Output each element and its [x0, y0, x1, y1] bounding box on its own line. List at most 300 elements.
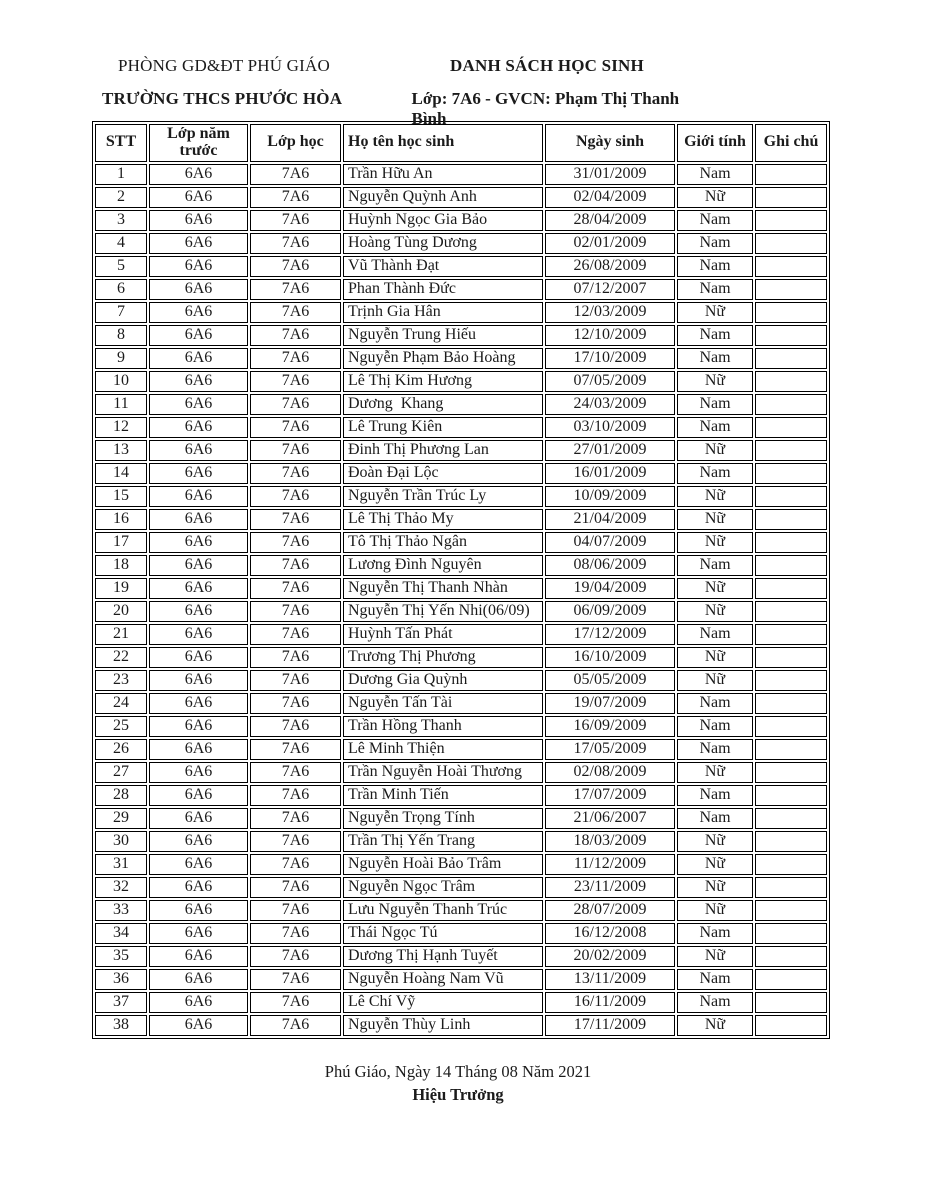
cell-current-class: 7A6 [250, 716, 341, 737]
cell-prev-class: 6A6 [149, 923, 248, 944]
cell-stt: 6 [95, 279, 147, 300]
column-header-note: Ghi chú [755, 124, 827, 162]
cell-gender: Nam [677, 233, 753, 254]
cell-note [755, 486, 827, 507]
cell-student-name: Nguyễn Thị Yến Nhi(06/09) [343, 601, 543, 622]
cell-note [755, 256, 827, 277]
cell-gender: Nữ [677, 877, 753, 898]
table-row [95, 187, 827, 208]
cell-prev-class: 6A6 [149, 854, 248, 875]
cell-prev-class: 6A6 [149, 187, 248, 208]
cell-stt: 3 [95, 210, 147, 231]
cell-current-class: 7A6 [250, 946, 341, 967]
table-row [95, 716, 827, 737]
table-row [95, 1015, 827, 1036]
column-header-stt: STT [95, 124, 147, 162]
cell-student-name: Lê Chí Vỹ [343, 992, 543, 1013]
cell-current-class: 7A6 [250, 647, 341, 668]
cell-student-name: Vũ Thành Đạt [343, 256, 543, 277]
cell-note [755, 670, 827, 691]
cell-birth-date: 17/05/2009 [545, 739, 675, 760]
cell-current-class: 7A6 [250, 187, 341, 208]
cell-gender: Nữ [677, 509, 753, 530]
cell-stt: 17 [95, 532, 147, 553]
table-row [95, 302, 827, 323]
cell-prev-class: 6A6 [149, 256, 248, 277]
cell-gender: Nữ [677, 302, 753, 323]
cell-birth-date: 02/04/2009 [545, 187, 675, 208]
cell-note [755, 647, 827, 668]
class-and-teacher: Lớp: 7A6 - GVCN: Phạm Thị Thanh Bình [411, 89, 680, 128]
cell-current-class: 7A6 [250, 578, 341, 599]
cell-student-name: Lê Thị Kim Hương [343, 371, 543, 392]
cell-gender: Nữ [677, 532, 753, 553]
cell-gender: Nam [677, 923, 753, 944]
cell-current-class: 7A6 [250, 463, 341, 484]
cell-stt: 4 [95, 233, 147, 254]
table-row [95, 923, 827, 944]
cell-stt: 30 [95, 831, 147, 852]
cell-gender: Nam [677, 555, 753, 576]
cell-birth-date: 27/01/2009 [545, 440, 675, 461]
cell-student-name: Trần Minh Tiến [343, 785, 543, 806]
cell-stt: 23 [95, 670, 147, 691]
cell-birth-date: 11/12/2009 [545, 854, 675, 875]
cell-birth-date: 02/08/2009 [545, 762, 675, 783]
cell-note [755, 325, 827, 346]
table-row [95, 371, 827, 392]
cell-stt: 14 [95, 463, 147, 484]
cell-student-name: Lê Trung Kiên [343, 417, 543, 438]
cell-student-name: Nguyễn Trọng Tính [343, 808, 543, 829]
cell-birth-date: 17/11/2009 [545, 1015, 675, 1036]
table-row [95, 279, 827, 300]
cell-current-class: 7A6 [250, 555, 341, 576]
cell-gender: Nam [677, 716, 753, 737]
cell-gender: Nam [677, 325, 753, 346]
cell-stt: 27 [95, 762, 147, 783]
cell-student-name: Trần Hữu An [343, 164, 543, 185]
cell-prev-class: 6A6 [149, 739, 248, 760]
table-row [95, 854, 827, 875]
cell-gender: Nữ [677, 762, 753, 783]
cell-prev-class: 6A6 [149, 509, 248, 530]
cell-birth-date: 17/10/2009 [545, 348, 675, 369]
table-row [95, 624, 827, 645]
cell-prev-class: 6A6 [149, 808, 248, 829]
cell-current-class: 7A6 [250, 256, 341, 277]
cell-prev-class: 6A6 [149, 831, 248, 852]
cell-prev-class: 6A6 [149, 900, 248, 921]
cell-note [755, 210, 827, 231]
cell-current-class: 7A6 [250, 601, 341, 622]
cell-birth-date: 08/06/2009 [545, 555, 675, 576]
cell-prev-class: 6A6 [149, 394, 248, 415]
cell-stt: 26 [95, 739, 147, 760]
school-name: TRƯỜNG THCS PHƯỚC HÒA [102, 89, 343, 108]
cell-student-name: Trịnh Gia Hân [343, 302, 543, 323]
cell-prev-class: 6A6 [149, 1015, 248, 1036]
cell-birth-date: 16/12/2008 [545, 923, 675, 944]
table-row [95, 440, 827, 461]
cell-note [755, 348, 827, 369]
cell-student-name: Nguyễn Phạm Bảo Hoàng [343, 348, 543, 369]
cell-current-class: 7A6 [250, 762, 341, 783]
table-row [95, 486, 827, 507]
cell-student-name: Đoàn Đại Lộc [343, 463, 543, 484]
cell-prev-class: 6A6 [149, 601, 248, 622]
cell-prev-class: 6A6 [149, 302, 248, 323]
cell-birth-date: 28/07/2009 [545, 900, 675, 921]
cell-gender: Nữ [677, 854, 753, 875]
cell-stt: 12 [95, 417, 147, 438]
cell-prev-class: 6A6 [149, 532, 248, 553]
cell-student-name: Nguyễn Trần Trúc Ly [343, 486, 543, 507]
cell-gender: Nữ [677, 670, 753, 691]
cell-birth-date: 21/04/2009 [545, 509, 675, 530]
table-row [95, 762, 827, 783]
cell-note [755, 1015, 827, 1036]
cell-birth-date: 16/09/2009 [545, 716, 675, 737]
cell-stt: 37 [95, 992, 147, 1013]
cell-student-name: Nguyễn Tấn Tài [343, 693, 543, 714]
cell-current-class: 7A6 [250, 486, 341, 507]
cell-birth-date: 26/08/2009 [545, 256, 675, 277]
cell-prev-class: 6A6 [149, 371, 248, 392]
cell-birth-date: 04/07/2009 [545, 532, 675, 553]
cell-note [755, 716, 827, 737]
table-row [95, 647, 827, 668]
cell-stt: 32 [95, 877, 147, 898]
cell-gender: Nữ [677, 1015, 753, 1036]
cell-gender: Nam [677, 394, 753, 415]
cell-current-class: 7A6 [250, 900, 341, 921]
cell-note [755, 831, 827, 852]
cell-note [755, 417, 827, 438]
cell-prev-class: 6A6 [149, 210, 248, 231]
cell-prev-class: 6A6 [149, 647, 248, 668]
column-header-gender: Giới tính [677, 124, 753, 162]
cell-birth-date: 21/06/2007 [545, 808, 675, 829]
cell-prev-class: 6A6 [149, 693, 248, 714]
cell-current-class: 7A6 [250, 210, 341, 231]
cell-gender: Nam [677, 969, 753, 990]
cell-gender: Nam [677, 348, 753, 369]
cell-stt: 10 [95, 371, 147, 392]
cell-gender: Nam [677, 279, 753, 300]
cell-student-name: Huỳnh Ngọc Gia Bảo [343, 210, 543, 231]
cell-birth-date: 02/01/2009 [545, 233, 675, 254]
signer-title: Hiệu Trưởng [412, 1084, 504, 1104]
column-header-student-name: Họ tên học sinh [343, 124, 543, 162]
cell-current-class: 7A6 [250, 831, 341, 852]
cell-gender: Nữ [677, 371, 753, 392]
cell-stt: 29 [95, 808, 147, 829]
cell-prev-class: 6A6 [149, 463, 248, 484]
cell-stt: 36 [95, 969, 147, 990]
table-row [95, 946, 827, 967]
cell-gender: Nữ [677, 647, 753, 668]
cell-stt: 19 [95, 578, 147, 599]
table-header-row [95, 124, 827, 162]
cell-birth-date: 12/10/2009 [545, 325, 675, 346]
cell-note [755, 555, 827, 576]
cell-prev-class: 6A6 [149, 716, 248, 737]
cell-current-class: 7A6 [250, 854, 341, 875]
cell-gender: Nam [677, 739, 753, 760]
table-row [95, 693, 827, 714]
table-header [95, 124, 827, 162]
cell-current-class: 7A6 [250, 279, 341, 300]
cell-birth-date: 12/03/2009 [545, 302, 675, 323]
table-row [95, 417, 827, 438]
cell-stt: 8 [95, 325, 147, 346]
table-body [95, 164, 827, 1036]
cell-current-class: 7A6 [250, 877, 341, 898]
cell-note [755, 187, 827, 208]
cell-prev-class: 6A6 [149, 670, 248, 691]
cell-birth-date: 17/12/2009 [545, 624, 675, 645]
cell-birth-date: 13/11/2009 [545, 969, 675, 990]
cell-gender: Nữ [677, 831, 753, 852]
cell-student-name: Dương Thị Hạnh Tuyết [343, 946, 543, 967]
cell-birth-date: 17/07/2009 [545, 785, 675, 806]
cell-student-name: Nguyễn Thị Thanh Nhàn [343, 578, 543, 599]
table-row [95, 348, 827, 369]
cell-student-name: Dương Khang [343, 394, 543, 415]
cell-stt: 13 [95, 440, 147, 461]
cell-student-name: Thái Ngọc Tú [343, 923, 543, 944]
table-row [95, 877, 827, 898]
cell-note [755, 992, 827, 1013]
cell-current-class: 7A6 [250, 509, 341, 530]
cell-stt: 18 [95, 555, 147, 576]
cell-note [755, 279, 827, 300]
cell-note [755, 785, 827, 806]
cell-birth-date: 28/04/2009 [545, 210, 675, 231]
cell-gender: Nam [677, 785, 753, 806]
cell-student-name: Lê Minh Thiện [343, 739, 543, 760]
cell-note [755, 509, 827, 530]
table-row [95, 670, 827, 691]
cell-prev-class: 6A6 [149, 762, 248, 783]
cell-gender: Nam [677, 463, 753, 484]
cell-birth-date: 20/02/2009 [545, 946, 675, 967]
cell-stt: 31 [95, 854, 147, 875]
cell-current-class: 7A6 [250, 371, 341, 392]
cell-student-name: Dương Gia Quỳnh [343, 670, 543, 691]
cell-note [755, 233, 827, 254]
cell-note [755, 394, 827, 415]
cell-stt: 2 [95, 187, 147, 208]
cell-birth-date: 31/01/2009 [545, 164, 675, 185]
cell-note [755, 164, 827, 185]
cell-student-name: Nguyễn Ngọc Trâm [343, 877, 543, 898]
cell-birth-date: 24/03/2009 [545, 394, 675, 415]
cell-prev-class: 6A6 [149, 486, 248, 507]
cell-current-class: 7A6 [250, 739, 341, 760]
table-row [95, 394, 827, 415]
column-header-current-class: Lớp học [250, 124, 341, 162]
table-row [95, 601, 827, 622]
cell-note [755, 440, 827, 461]
cell-current-class: 7A6 [250, 923, 341, 944]
cell-student-name: Hoàng Tùng Dương [343, 233, 543, 254]
table-row [95, 992, 827, 1013]
cell-stt: 11 [95, 394, 147, 415]
cell-note [755, 762, 827, 783]
cell-prev-class: 6A6 [149, 877, 248, 898]
cell-prev-class: 6A6 [149, 279, 248, 300]
cell-prev-class: 6A6 [149, 555, 248, 576]
cell-gender: Nam [677, 417, 753, 438]
cell-student-name: Huỳnh Tấn Phát [343, 624, 543, 645]
cell-current-class: 7A6 [250, 969, 341, 990]
cell-student-name: Lê Thị Thảo My [343, 509, 543, 530]
column-header-prev-class: Lớp năm trước [149, 124, 248, 162]
cell-prev-class: 6A6 [149, 440, 248, 461]
table-row [95, 555, 827, 576]
cell-stt: 1 [95, 164, 147, 185]
cell-stt: 33 [95, 900, 147, 921]
table-row [95, 578, 827, 599]
cell-prev-class: 6A6 [149, 992, 248, 1013]
cell-note [755, 302, 827, 323]
cell-prev-class: 6A6 [149, 164, 248, 185]
table-row [95, 210, 827, 231]
cell-gender: Nam [677, 808, 753, 829]
cell-gender: Nam [677, 693, 753, 714]
cell-gender: Nam [677, 624, 753, 645]
cell-birth-date: 05/05/2009 [545, 670, 675, 691]
cell-student-name: Nguyễn Hoàng Nam Vũ [343, 969, 543, 990]
cell-birth-date: 07/12/2007 [545, 279, 675, 300]
cell-current-class: 7A6 [250, 1015, 341, 1036]
column-header-birth-date: Ngày sinh [545, 124, 675, 162]
cell-stt: 20 [95, 601, 147, 622]
document-page [92, 0, 824, 1105]
cell-gender: Nữ [677, 946, 753, 967]
cell-stt: 38 [95, 1015, 147, 1036]
cell-student-name: Trần Thị Yến Trang [343, 831, 543, 852]
cell-current-class: 7A6 [250, 785, 341, 806]
cell-stt: 22 [95, 647, 147, 668]
table-row [95, 969, 827, 990]
header-row-2 [92, 89, 824, 128]
cell-current-class: 7A6 [250, 693, 341, 714]
cell-prev-class: 6A6 [149, 325, 248, 346]
table-row [95, 509, 827, 530]
cell-note [755, 371, 827, 392]
cell-stt: 28 [95, 785, 147, 806]
cell-note [755, 463, 827, 484]
cell-student-name: Trương Thị Phương [343, 647, 543, 668]
table-row [95, 785, 827, 806]
cell-stt: 9 [95, 348, 147, 369]
cell-birth-date: 10/09/2009 [545, 486, 675, 507]
cell-note [755, 578, 827, 599]
cell-prev-class: 6A6 [149, 578, 248, 599]
cell-note [755, 900, 827, 921]
cell-current-class: 7A6 [250, 348, 341, 369]
cell-birth-date: 16/11/2009 [545, 992, 675, 1013]
cell-current-class: 7A6 [250, 670, 341, 691]
table-row [95, 532, 827, 553]
table-row [95, 808, 827, 829]
cell-note [755, 624, 827, 645]
cell-current-class: 7A6 [250, 808, 341, 829]
cell-birth-date: 06/09/2009 [545, 601, 675, 622]
cell-student-name: Đinh Thị Phương Lan [343, 440, 543, 461]
cell-prev-class: 6A6 [149, 348, 248, 369]
cell-student-name: Nguyễn Thùy Linh [343, 1015, 543, 1036]
cell-current-class: 7A6 [250, 417, 341, 438]
cell-note [755, 808, 827, 829]
cell-gender: Nữ [677, 440, 753, 461]
cell-prev-class: 6A6 [149, 624, 248, 645]
cell-current-class: 7A6 [250, 325, 341, 346]
table-row [95, 463, 827, 484]
cell-stt: 7 [95, 302, 147, 323]
place-and-date-line: Phú Giáo, Ngày 14 Tháng 08 Năm 2021 [324, 1061, 592, 1081]
cell-note [755, 601, 827, 622]
cell-student-name: Nguyễn Quỳnh Anh [343, 187, 543, 208]
cell-birth-date: 19/04/2009 [545, 578, 675, 599]
document-title: DANH SÁCH HỌC SINH [450, 56, 644, 75]
cell-stt: 21 [95, 624, 147, 645]
cell-prev-class: 6A6 [149, 417, 248, 438]
cell-prev-class: 6A6 [149, 946, 248, 967]
document-footer [92, 1062, 824, 1105]
table-row [95, 900, 827, 921]
cell-gender: Nam [677, 164, 753, 185]
cell-student-name: Nguyễn Trung Hiếu [343, 325, 543, 346]
cell-current-class: 7A6 [250, 440, 341, 461]
cell-prev-class: 6A6 [149, 969, 248, 990]
header-row-1 [92, 56, 824, 81]
cell-stt: 25 [95, 716, 147, 737]
table-row [95, 831, 827, 852]
cell-current-class: 7A6 [250, 624, 341, 645]
cell-current-class: 7A6 [250, 394, 341, 415]
cell-gender: Nữ [677, 601, 753, 622]
cell-gender: Nam [677, 256, 753, 277]
table-row [95, 233, 827, 254]
cell-birth-date: 16/10/2009 [545, 647, 675, 668]
cell-birth-date: 19/07/2009 [545, 693, 675, 714]
cell-current-class: 7A6 [250, 164, 341, 185]
cell-note [755, 946, 827, 967]
cell-student-name: Tô Thị Thảo Ngân [343, 532, 543, 553]
cell-birth-date: 16/01/2009 [545, 463, 675, 484]
cell-birth-date: 03/10/2009 [545, 417, 675, 438]
cell-note [755, 854, 827, 875]
cell-note [755, 923, 827, 944]
cell-gender: Nam [677, 210, 753, 231]
cell-current-class: 7A6 [250, 992, 341, 1013]
cell-birth-date: 18/03/2009 [545, 831, 675, 852]
cell-current-class: 7A6 [250, 233, 341, 254]
cell-stt: 16 [95, 509, 147, 530]
cell-student-name: Lưu Nguyễn Thanh Trúc [343, 900, 543, 921]
cell-prev-class: 6A6 [149, 785, 248, 806]
cell-student-name: Trần Hồng Thanh [343, 716, 543, 737]
cell-birth-date: 23/11/2009 [545, 877, 675, 898]
cell-stt: 15 [95, 486, 147, 507]
table-row [95, 164, 827, 185]
issuing-office: PHÒNG GD&ĐT PHÚ GIÁO [118, 56, 330, 75]
cell-gender: Nữ [677, 486, 753, 507]
